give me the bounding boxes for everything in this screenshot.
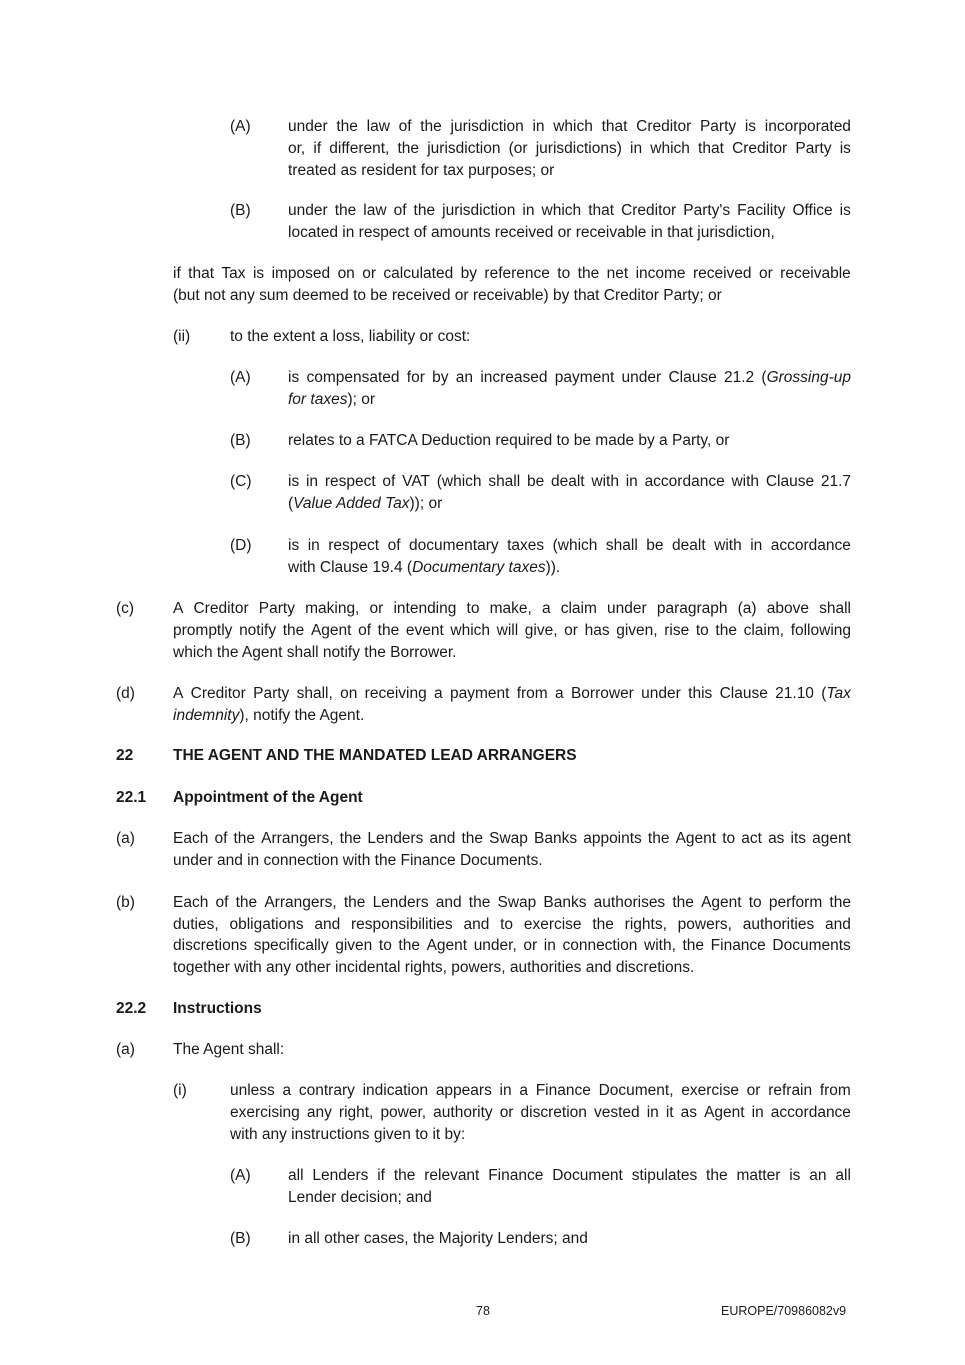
paragraph-label: (d) xyxy=(116,685,135,702)
text-line: A Creditor Party making, or intending to make, a claim under paragraph (a) above shall xyxy=(173,600,851,617)
text-line: duties, obligations and responsibilities and to exercise the rights, powers, authorities and xyxy=(173,916,851,933)
text-line: indemnity), notify the Agent. xyxy=(173,707,365,724)
text-line: all Lenders if the relevant Finance Document stipulates the matter is an all xyxy=(288,1167,851,1184)
clause-heading: Instructions xyxy=(173,1000,262,1017)
item-label: (ii) xyxy=(173,328,191,345)
clause-number: 22 xyxy=(116,747,134,764)
text-line: discretions specifically given to the Agent under, or in connection with, the Finance Documents xyxy=(173,937,851,954)
item-label: (A) xyxy=(230,369,251,386)
paragraph-label: (c) xyxy=(116,600,135,617)
text-line: Each of the Arrangers, the Lenders and the Swap Banks authorises the Agent to perform the xyxy=(173,894,851,911)
page-number: 78 xyxy=(476,1304,490,1318)
text-line: (Value Added Tax)); or xyxy=(288,495,443,512)
paragraph-label: (a) xyxy=(116,1041,135,1058)
text-line: under and in connection with the Finance Documents. xyxy=(173,852,543,869)
text-line: or, if different, the jurisdiction (or jurisdictions) in which that Creditor Party is xyxy=(288,140,851,157)
text-line: together with any other incidental rights, powers, authorities and discretions. xyxy=(173,959,695,976)
text-line: with any instructions given to it by: xyxy=(230,1126,466,1143)
text-line: to the extent a loss, liability or cost: xyxy=(230,328,471,345)
item-label: (A) xyxy=(230,1167,251,1184)
text-line: is compensated for by an increased payment under Clause 21.2 (Grossing-up xyxy=(288,369,851,386)
text-line: unless a contrary indication appears in a Finance Document, exercise or refrain from xyxy=(230,1082,851,1099)
text-line: under the law of the jurisdiction in which that Creditor Party is incorporated xyxy=(288,118,851,135)
clause-number: 22.1 xyxy=(116,789,147,806)
item-label: (B) xyxy=(230,202,251,219)
document-reference: EUROPE/70986082v9 xyxy=(721,1304,847,1318)
text-line: treated as resident for tax purposes; or xyxy=(288,162,555,179)
clause-heading: Appointment of the Agent xyxy=(173,789,363,806)
text-line: if that Tax is imposed on or calculated by reference to the net income received or receivable xyxy=(173,265,851,282)
item-label: (B) xyxy=(230,1230,251,1247)
text-line: is in respect of VAT (which shall be dealt with in accordance with Clause 21.7 xyxy=(288,473,851,490)
item-label: (i) xyxy=(173,1082,187,1099)
text-line: with Clause 19.4 (Documentary taxes)). xyxy=(288,559,561,576)
text-line: relates to a FATCA Deduction required to be made by a Party, or xyxy=(288,432,730,449)
text-line: which the Agent shall notify the Borrower. xyxy=(173,644,457,661)
paragraph-label: (a) xyxy=(116,830,135,847)
text-line: under the law of the jurisdiction in which that Creditor Party's Facility Office is xyxy=(288,202,851,219)
text-line: The Agent shall: xyxy=(173,1041,285,1058)
item-label: (D) xyxy=(230,537,252,554)
clause-heading: THE AGENT AND THE MANDATED LEAD ARRANGERS xyxy=(173,747,577,764)
item-label: (C) xyxy=(230,473,252,490)
paragraph-label: (b) xyxy=(116,894,135,911)
text-line: in all other cases, the Majority Lenders; and xyxy=(288,1230,588,1247)
text-line: for taxes); or xyxy=(288,391,376,408)
text-line: is in respect of documentary taxes (which shall be dealt with in accordance xyxy=(288,537,851,554)
text-line: A Creditor Party shall, on receiving a payment from a Borrower under this Clause 21.10 (Tax xyxy=(173,685,851,702)
item-label: (B) xyxy=(230,432,251,449)
clause-number: 22.2 xyxy=(116,1000,147,1017)
text-line: located in respect of amounts received or receivable in that jurisdiction, xyxy=(288,224,775,241)
text-line: exercising any right, power, authority or discretion vested in it as Agent in accordance xyxy=(230,1104,851,1121)
text-line: Each of the Arrangers, the Lenders and the Swap Banks appoints the Agent to act as its agent xyxy=(173,830,851,847)
text-line: Lender decision; and xyxy=(288,1189,432,1206)
item-label: (A) xyxy=(230,118,251,135)
text-line: promptly notify the Agent of the event which will give, or has given, rise to the claim, following xyxy=(173,622,851,639)
text-line: (but not any sum deemed to be received or receivable) by that Creditor Party; or xyxy=(173,287,722,304)
